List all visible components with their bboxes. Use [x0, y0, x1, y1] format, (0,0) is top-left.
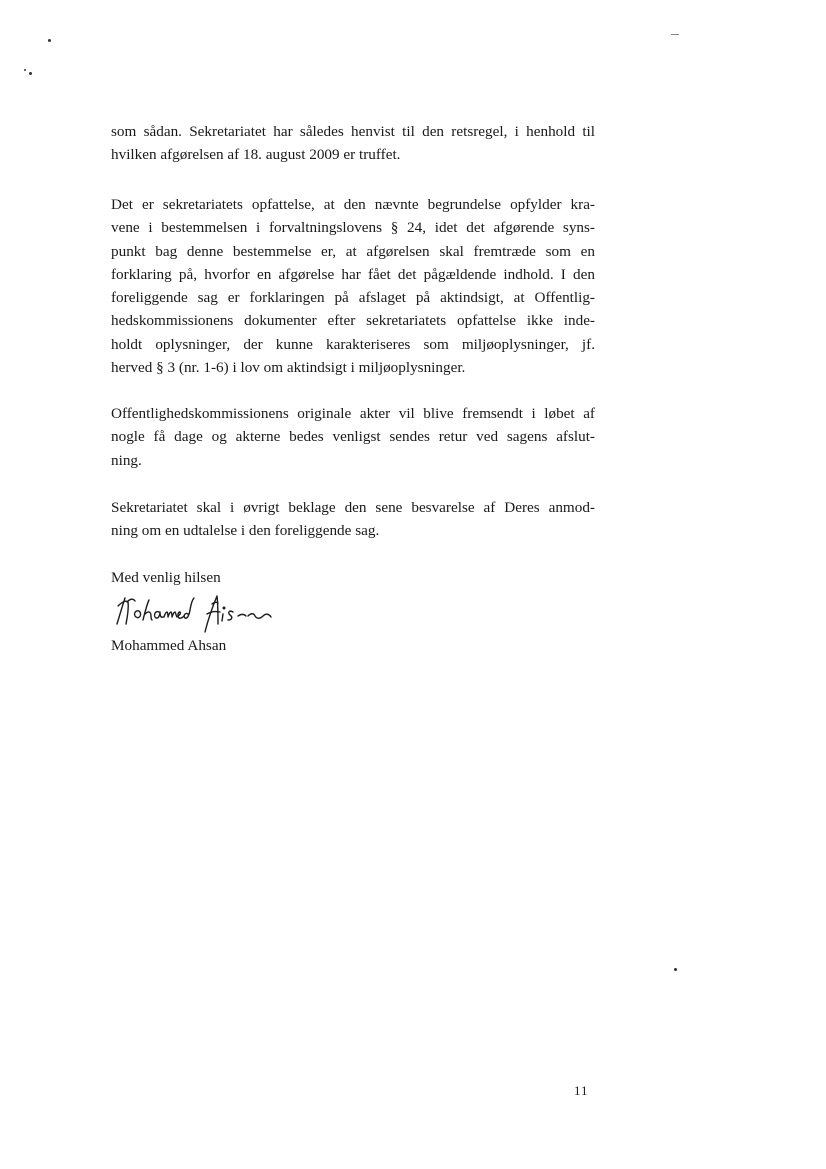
- text-line: herved § 3 (nr. 1-6) i lov om aktindsigt i miljøoplysninger.: [111, 359, 466, 377]
- paragraph-4: [111, 496, 595, 543]
- closing-greeting: [111, 566, 595, 589]
- signer-name-text: Mohammed Ahsan: [111, 637, 227, 654]
- text-line: vene i bestemmelsen i forvaltningslovens § 24, idet det afgørende syns-: [111, 219, 595, 237]
- text-line: hedskommissionens dokumenter efter sekretariatets opfattelse ikke inde-: [111, 312, 595, 330]
- text-line: punkt bag denne bestemmelse er, at afgørelsen skal fremtræde som en: [111, 242, 595, 260]
- text-line: nogle få dage og akterne bedes venligst sendes retur ved sagens afslut-: [111, 428, 595, 446]
- paragraph-2: [111, 193, 595, 379]
- signer-name: [111, 634, 595, 657]
- scan-speck: [671, 34, 679, 35]
- text-line: holdt oplysninger, der kunne karakteriseres som miljøoplysninger, jf.: [111, 335, 595, 353]
- scan-speck: [29, 72, 32, 75]
- text-line: Sekretariatet skal i øvrigt beklage den sene besvarelse af Deres anmod-: [111, 499, 595, 516]
- scan-speck: [48, 39, 51, 42]
- text-line: foreliggende sag er forklaringen på afslaget på aktindsigt, at Offentlig-: [111, 289, 595, 307]
- text-line: hvilken afgørelsen af 18. august 2009 er truffet.: [111, 146, 401, 164]
- page-number: 11: [574, 1083, 589, 1098]
- scan-speck: [674, 968, 677, 971]
- text-line: ning om en udtalelse i den foreliggende sag.: [111, 522, 380, 540]
- handwritten-signature: [114, 592, 294, 636]
- text-line: ning.: [111, 451, 142, 469]
- text-line: Offentlighedskommissionens originale akter vil blive fremsendt i løbet af: [111, 405, 595, 422]
- paragraph-1: [111, 120, 595, 167]
- closing-text: Med venlig hilsen: [111, 569, 221, 586]
- scan-speck: [24, 69, 26, 71]
- text-line: forklaring på, hvorfor en afgørelse har fået det pågældende indhold. I den: [111, 265, 595, 283]
- text-line: Det er sekretariatets opfattelse, at den nævnte begrundelse opfylder kra-: [111, 196, 595, 213]
- paragraph-3: [111, 402, 595, 472]
- text-line: som sådan. Sekretariatet har således henvist til den retsregel, i henhold til: [111, 123, 595, 140]
